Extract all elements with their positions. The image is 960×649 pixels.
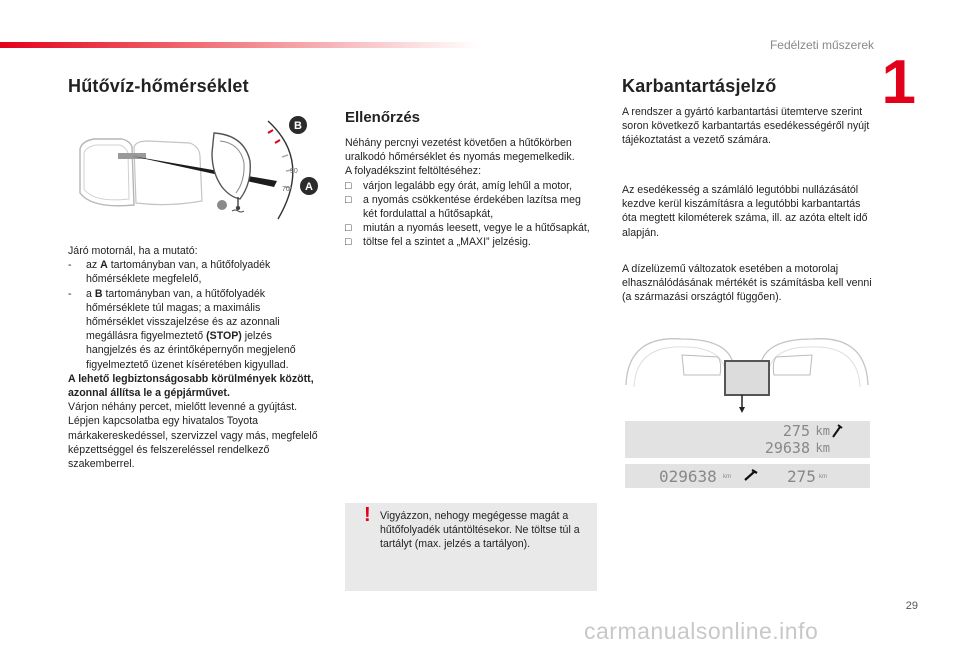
page-number: 29 xyxy=(905,600,918,612)
coolant-wait-instruction: Várjon néhány percet, mielőtt levenné a gyújtást. xyxy=(68,401,298,414)
lcd2-service-unit: km xyxy=(819,474,827,480)
check-step-1: □ várjon legalább egy órát, amíg lehűl a motor, xyxy=(345,179,573,192)
warning-text: Vigyázzon, nehogy megégesse magát a hűtőfolyadék utántöltésekor. Ne töltse túl a tartályt (max. jelzés a tartályon). xyxy=(380,510,580,551)
lcd-display-2 xyxy=(625,464,870,488)
coolant-title: Hűtővíz-hőmérséklet xyxy=(68,76,249,96)
gauge-tick-90: 90 xyxy=(290,168,298,175)
wrench-icon xyxy=(743,468,759,482)
range-a-label: A xyxy=(100,259,108,272)
coolant-body xyxy=(68,244,318,471)
lcd2-service: 275 xyxy=(787,467,816,486)
lcd-service-unit: km xyxy=(815,424,830,438)
gauge-mark-a: A xyxy=(305,181,313,193)
coolant-item-b: - a B tartományban van, a hűtőfolyadék hőmérséklete túl magas; a maximális hőmérséklet visszajelzése és az azonnali megállásra figyelmeztető (STOP) jelzés hangjelzés és az érintőképernyőn megjelenő figyelmeztető üzenet kíséretében kigyullad. xyxy=(68,287,296,371)
range-b-label: B xyxy=(94,287,103,300)
check-step-3: □ miután a nyomás leesett, vegye le a hűtősapkát, xyxy=(345,222,590,235)
coolant-item-a: - az A tartományban van, a hűtőfolyadék hőmérséklete megfelelő, xyxy=(68,259,271,286)
lcd-odometer-unit: km xyxy=(815,441,830,455)
lcd-odometer: 29638 xyxy=(764,439,810,457)
indicator-dot xyxy=(217,200,227,210)
check-body xyxy=(345,136,595,250)
wrench-icon xyxy=(830,423,844,438)
maintenance-para-1: A rendszer a gyártó karbantartási ütemterve szerint soron következő karbantartás esedékességéről nyújt tájékoztatást a vezető számára. xyxy=(622,106,870,147)
header-accent-bar xyxy=(0,42,480,48)
check-para-1: Néhány percnyi vezetést követően a hűtőkörben uralkodó hőmérséklet és nyomás megemelkedik. xyxy=(345,137,575,164)
coolant-stop-instruction: A lehető legbiztonságosabb körülmények között, azonnal állítsa le a gépjárművet. xyxy=(68,372,314,400)
check-step-2: □ a nyomás csökkentése érdekében lazítsa meg két fordulattal a hűtősapkát, xyxy=(345,193,581,221)
chapter-number: 1 xyxy=(881,48,916,117)
thermometer-icon xyxy=(232,197,244,212)
lcd-display-1 xyxy=(625,421,870,458)
coolant-gauge-illustration xyxy=(72,113,322,223)
maintenance-para-2: Az esedékesség a számláló legutóbbi nullázásától kezdve kerül kiszámításra a legutóbbi karbantartás óta megtett kilométerek száma, ill. az azóta eltelt idő alapján. xyxy=(622,184,868,239)
stop-label: (STOP) xyxy=(206,330,242,343)
gauge-tick-70: 70 xyxy=(282,186,290,193)
coolant-intro: Járó motornál, ha a mutató: xyxy=(68,245,198,257)
warning-exclamation-icon: ! xyxy=(364,504,371,526)
lcd2-odometer-unit: km xyxy=(723,474,731,480)
check-para-2: A folyadékszint feltöltéséhez: xyxy=(345,165,482,178)
watermark: carmanualsonline.info xyxy=(584,618,819,644)
lcd2-odometer: 029638 xyxy=(659,467,717,486)
check-step-4: □ töltse fel a szintet a „MAXI” jelzésig. xyxy=(345,236,531,249)
gauge-mark-b: B xyxy=(294,120,302,132)
coolant-contact-instruction: Lépjen kapcsolatba egy hivatalos Toyota márkakereskedéssel, szervizzel vagy más, megfelelő képzettséggel és felszereléssel rendelkező szakemberrel. xyxy=(68,415,318,471)
check-title: Ellenőrzés xyxy=(345,109,421,126)
maintenance-title: Karbantartásjelző xyxy=(622,76,777,96)
chapter-title: Fedélzeti műszerek xyxy=(769,38,874,52)
instrument-cluster-illustration xyxy=(622,325,872,417)
maintenance-para-3: A dízelüzemű változatok esetében a motorolaj elhasználódásának mértékét is számításba kell venni (a származási országtól függően). xyxy=(622,263,872,304)
lcd-service-km: 275 xyxy=(782,422,810,440)
